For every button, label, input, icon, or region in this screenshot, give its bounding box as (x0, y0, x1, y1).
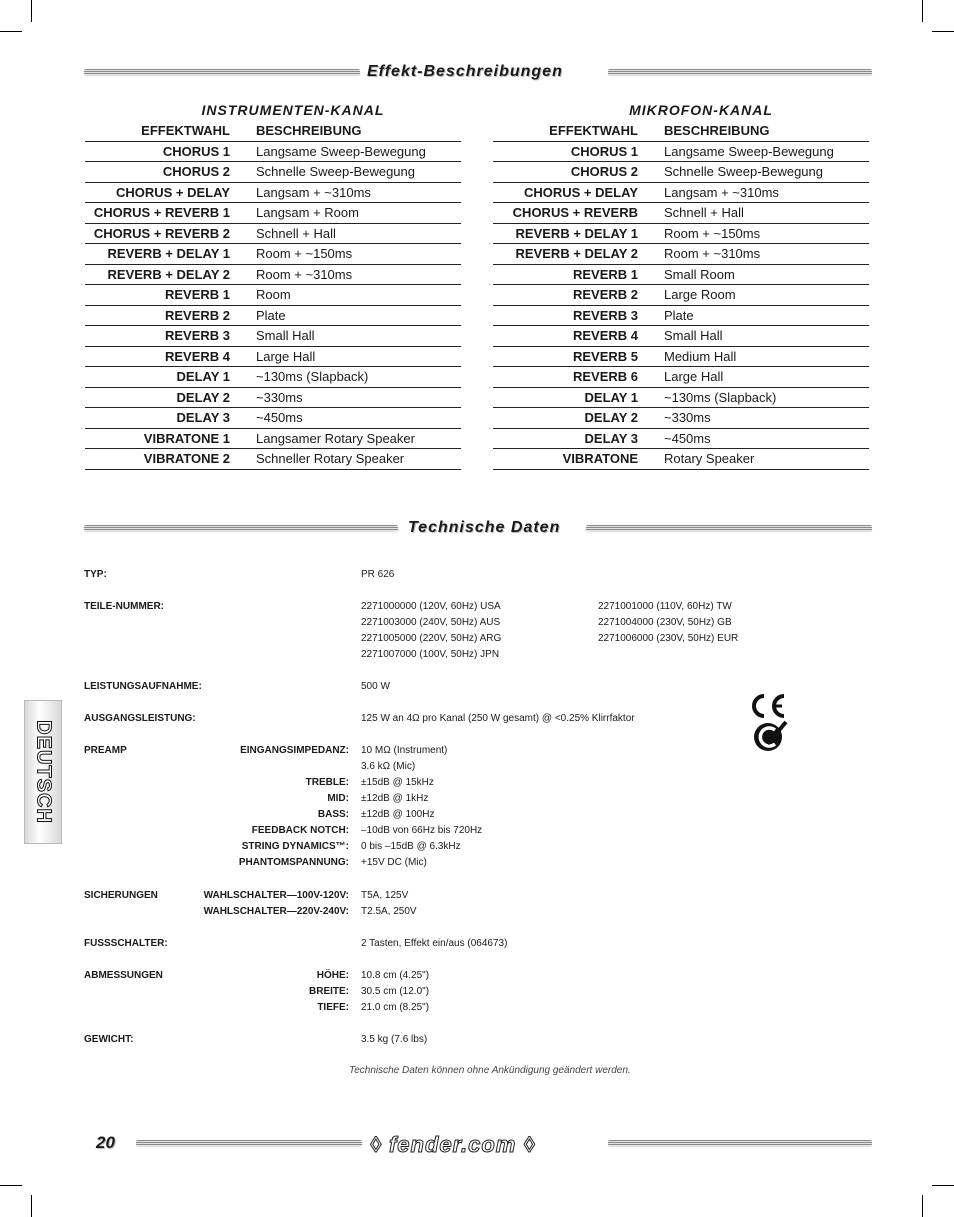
effect-description: Room + ~310ms (664, 246, 761, 261)
effect-name: REVERB 5 (572, 348, 638, 364)
effect-description: Schnell + Hall (256, 225, 336, 241)
preamp-value: –10dB von 66Hz bis 720Hz (361, 825, 483, 836)
crop-mark (922, 1195, 923, 1217)
effect-name: CHORUS 2 (162, 164, 230, 179)
spec-preamp-values (361, 743, 482, 871)
effect-name: DELAY 3 (176, 410, 230, 425)
dimension-sublabel: HÖHE: (316, 970, 349, 981)
table-row (85, 388, 461, 409)
crop-mark (31, 0, 32, 22)
effect-description: Schnelle Sweep-Bewegung (256, 164, 415, 179)
effect-description: Plate (664, 307, 694, 323)
header-rule-left (84, 69, 360, 75)
effect-name: REVERB 4 (164, 348, 230, 364)
dimension-value: 21.0 cm (8.25") (361, 1002, 430, 1013)
effect-name: REVERB 2 (572, 287, 638, 302)
effect-description: Room + ~310ms (256, 266, 353, 282)
preamp-sublabel: BASS: (317, 809, 349, 820)
preamp-value: ±12dB @ 1kHz (361, 793, 429, 804)
table-row (85, 142, 461, 163)
preamp-value: 0 bis –15dB @ 6.3kHz (361, 841, 461, 852)
effect-description: Room + ~150ms (256, 246, 353, 261)
spec-dimension-sublabels (149, 968, 349, 1016)
effect-name: VIBRATONE 1 (143, 430, 230, 446)
effect-name: REVERB + DELAY 1 (515, 225, 638, 241)
table-row (493, 367, 869, 388)
spec-output-value: 125 W an 4Ω pro Kanal (250 W gesamt) @ <0.25% Klirrfaktor (361, 713, 635, 724)
crop-mark (31, 1195, 32, 1217)
table-row (85, 306, 461, 327)
preamp-sublabel: MID: (327, 793, 349, 804)
effect-description: Langsam + ~310ms (256, 184, 371, 200)
table-caption: MIKROFON-KANAL (629, 102, 773, 118)
column-header-select: EFFEKTWAHL (549, 123, 638, 138)
table-row (493, 388, 869, 409)
spec-power-value: 500 W (361, 681, 390, 692)
spec-parts-list-left (361, 599, 501, 663)
part-number: 2271006000 (230V, 50Hz) EUR (598, 633, 739, 644)
effect-name: DELAY 2 (584, 410, 638, 425)
preamp-sublabel: EINGANGSIMPEDANZ: (240, 745, 349, 756)
spec-output-label: AUSGANGSLEISTUNG: (84, 713, 196, 724)
table-row (85, 429, 461, 450)
fuse-value: T2.5A, 250V (361, 906, 417, 917)
effect-description: ~330ms (256, 389, 303, 405)
effect-description: Rotary Speaker (664, 451, 755, 466)
ce-mark-icon (754, 696, 784, 716)
footer-url: ◊ fender.com ◊ (370, 1132, 536, 1157)
table-row (493, 203, 869, 224)
effect-description: Langsam + Room (256, 205, 359, 220)
effect-name: REVERB 3 (572, 307, 638, 323)
effect-description: Medium Hall (664, 348, 737, 364)
spec-preamp-label: PREAMP (84, 745, 127, 756)
crop-mark (932, 1185, 954, 1186)
dimension-value: 10.8 cm (4.25") (361, 970, 430, 981)
spec-fuse-label: SICHERUNGEN (84, 890, 158, 901)
crop-mark (0, 31, 22, 32)
effect-name: REVERB + DELAY 2 (515, 246, 638, 261)
table-row (493, 306, 869, 327)
table-row (493, 429, 869, 450)
spec-fuse-values (361, 888, 417, 920)
spec-dimension-values (361, 968, 429, 1016)
spec-footswitch-label: FUSSSCHALTER: (84, 938, 168, 949)
effect-description: Schnelle Sweep-Bewegung (664, 164, 823, 179)
table-row (85, 347, 461, 368)
effect-description: ~450ms (664, 430, 711, 446)
effect-description: ~450ms (256, 410, 303, 425)
effect-name: CHORUS + REVERB (512, 205, 638, 220)
preamp-sublabel: FEEDBACK NOTCH: (251, 825, 349, 836)
preamp-value: 3.6 kΩ (Mic) (361, 761, 416, 772)
table-row (493, 142, 869, 163)
part-number: 2271000000 (120V, 60Hz) USA (361, 601, 501, 612)
table-row (85, 183, 461, 204)
preamp-sublabel: TREBLE: (305, 777, 349, 788)
table-row (85, 408, 461, 429)
effect-name: REVERB 1 (164, 287, 230, 302)
spec-fuse-sublabels (149, 888, 349, 920)
part-number: 2271003000 (240V, 50Hz) AUS (361, 617, 501, 628)
effect-name: REVERB + DELAY 1 (107, 246, 230, 261)
effect-name: REVERB 3 (164, 328, 230, 343)
effect-name: CHORUS + REVERB 1 (93, 205, 230, 220)
spec-type-value: PR 626 (361, 569, 395, 580)
table-row (493, 162, 869, 183)
effect-description: Schnell + Hall (664, 205, 744, 220)
effect-description: Small Hall (664, 328, 723, 343)
table-row (493, 408, 869, 429)
part-number: 2271005000 (220V, 50Hz) ARG (361, 633, 502, 644)
table-row (85, 367, 461, 388)
column-header-description: BESCHREIBUNG (664, 123, 770, 138)
table-row (493, 244, 869, 265)
effect-description: ~330ms (664, 410, 711, 425)
effect-name: REVERB 6 (572, 369, 638, 384)
table-header-row (85, 121, 461, 142)
fuse-sublabel: WAHLSCHALTER—220V-240V: (203, 906, 349, 917)
c-tick-mark-icon (754, 722, 786, 751)
preamp-value: 10 MΩ (Instrument) (361, 745, 448, 756)
table-row (85, 244, 461, 265)
crop-mark (932, 31, 954, 32)
part-number: 2271001000 (110V, 60Hz) TW (598, 601, 732, 612)
spec-dimensions-label: ABMESSUNGEN (84, 970, 163, 981)
fuse-sublabel: WAHLSCHALTER—100V-120V: (203, 890, 349, 901)
effect-description: ~130ms (Slapback) (664, 389, 777, 405)
language-tab-label: DEUTSCH (32, 720, 55, 824)
dimension-value: 30.5 cm (12.0") (361, 986, 430, 997)
effect-description: Schneller Rotary Speaker (256, 451, 405, 466)
effect-description: Small Room (664, 266, 735, 282)
spec-weight-value: 3.5 kg (7.6 lbs) (361, 1034, 428, 1045)
effect-description: Large Hall (664, 369, 724, 384)
effect-description: Langsame Sweep-Bewegung (664, 143, 834, 159)
effect-name: CHORUS + DELAY (115, 184, 230, 200)
spec-preamp-sublabels (149, 743, 349, 871)
preamp-sublabel: STRING DYNAMICS™: (241, 841, 349, 852)
table-row (85, 265, 461, 286)
table-row (493, 183, 869, 204)
effect-description: Langsame Sweep-Bewegung (256, 143, 426, 159)
spec-footswitch-value: 2 Tasten, Effekt ein/aus (064673) (361, 938, 508, 949)
effect-name: CHORUS + DELAY (523, 184, 638, 200)
effect-name: REVERB 2 (164, 307, 230, 323)
effect-name: CHORUS 1 (570, 143, 638, 159)
crop-mark (0, 1185, 22, 1186)
effect-name: DELAY 1 (176, 369, 230, 384)
effect-name: VIBRATONE 2 (143, 451, 230, 466)
page-number: 20 (96, 1133, 115, 1152)
table-row (493, 265, 869, 286)
preamp-value: ±12dB @ 100Hz (361, 809, 435, 820)
fuse-value: T5A, 125V (361, 890, 409, 901)
table-row (493, 224, 869, 245)
table-row (493, 285, 869, 306)
effect-description: Large Hall (256, 348, 316, 364)
crop-mark (922, 0, 923, 22)
specs-rule-left (84, 525, 398, 531)
effect-description: Room + ~150ms (664, 225, 761, 241)
table-row (493, 326, 869, 347)
effect-name: DELAY 1 (584, 389, 638, 405)
spec-weight-label: GEWICHT: (84, 1034, 134, 1045)
specs-section-title: Technische Daten (408, 519, 561, 536)
effect-name: VIBRATONE (562, 451, 638, 466)
table-header-row (493, 121, 869, 142)
table-row (85, 449, 461, 470)
table-row (85, 203, 461, 224)
effect-name: CHORUS 2 (570, 164, 638, 179)
effect-description: Large Room (664, 287, 736, 302)
table-row (85, 224, 461, 245)
effect-name: CHORUS + REVERB 2 (93, 225, 230, 241)
effects-section-title: Effekt-Beschreibungen (367, 63, 563, 80)
table-row (85, 285, 461, 306)
effect-description: Plate (256, 307, 286, 323)
effect-name: CHORUS 1 (162, 143, 230, 159)
table-row (493, 449, 869, 470)
table-row (85, 162, 461, 183)
preamp-sublabel: PHANTOMSPANNUNG: (238, 857, 349, 868)
effect-name: DELAY 2 (176, 389, 230, 405)
certification-marks (746, 692, 790, 752)
spec-type-label: TYP: (84, 569, 107, 580)
table-row (493, 347, 869, 368)
effect-name: DELAY 3 (584, 430, 638, 446)
column-header-select: EFFEKTWAHL (141, 123, 230, 138)
header-rule-right (608, 69, 872, 75)
effect-name: REVERB 1 (572, 266, 638, 282)
spec-parts-label: TEILE-NUMMER: (84, 601, 164, 612)
column-header-description: BESCHREIBUNG (256, 123, 362, 138)
specs-rule-right (586, 525, 872, 531)
language-side-tab (24, 700, 62, 844)
part-number: 2271004000 (230V, 50Hz) GB (598, 617, 732, 628)
dimension-sublabel: BREITE: (309, 986, 349, 997)
specs-disclaimer: Technische Daten können ohne Ankündigung geändert werden. (349, 1065, 631, 1076)
effect-name: REVERB 4 (572, 328, 638, 343)
effect-description: ~130ms (Slapback) (256, 369, 369, 384)
spec-power-label: LEISTUNGSAUFNAHME: (84, 681, 202, 692)
instrument-effects-table (85, 99, 461, 470)
effect-description: Small Hall (256, 328, 315, 343)
mic-effects-table (493, 99, 869, 470)
dimension-sublabel: TIEFE: (317, 1002, 349, 1013)
part-number: 2271007000 (100V, 50Hz) JPN (361, 649, 500, 660)
footer-rule-left (136, 1140, 362, 1146)
table-caption: INSTRUMENTEN-KANAL (201, 102, 385, 118)
preamp-sublabel (149, 759, 349, 775)
effect-description: Langsamer Rotary Speaker (256, 430, 415, 446)
preamp-value: ±15dB @ 15kHz (361, 777, 434, 788)
spec-parts-list-right (598, 599, 738, 647)
effect-description: Room (256, 287, 291, 302)
effect-name: REVERB + DELAY 2 (107, 266, 230, 282)
table-row (85, 326, 461, 347)
effect-description: Langsam + ~310ms (664, 184, 779, 200)
footer-rule-right (608, 1140, 872, 1146)
preamp-value: +15V DC (Mic) (361, 857, 427, 868)
